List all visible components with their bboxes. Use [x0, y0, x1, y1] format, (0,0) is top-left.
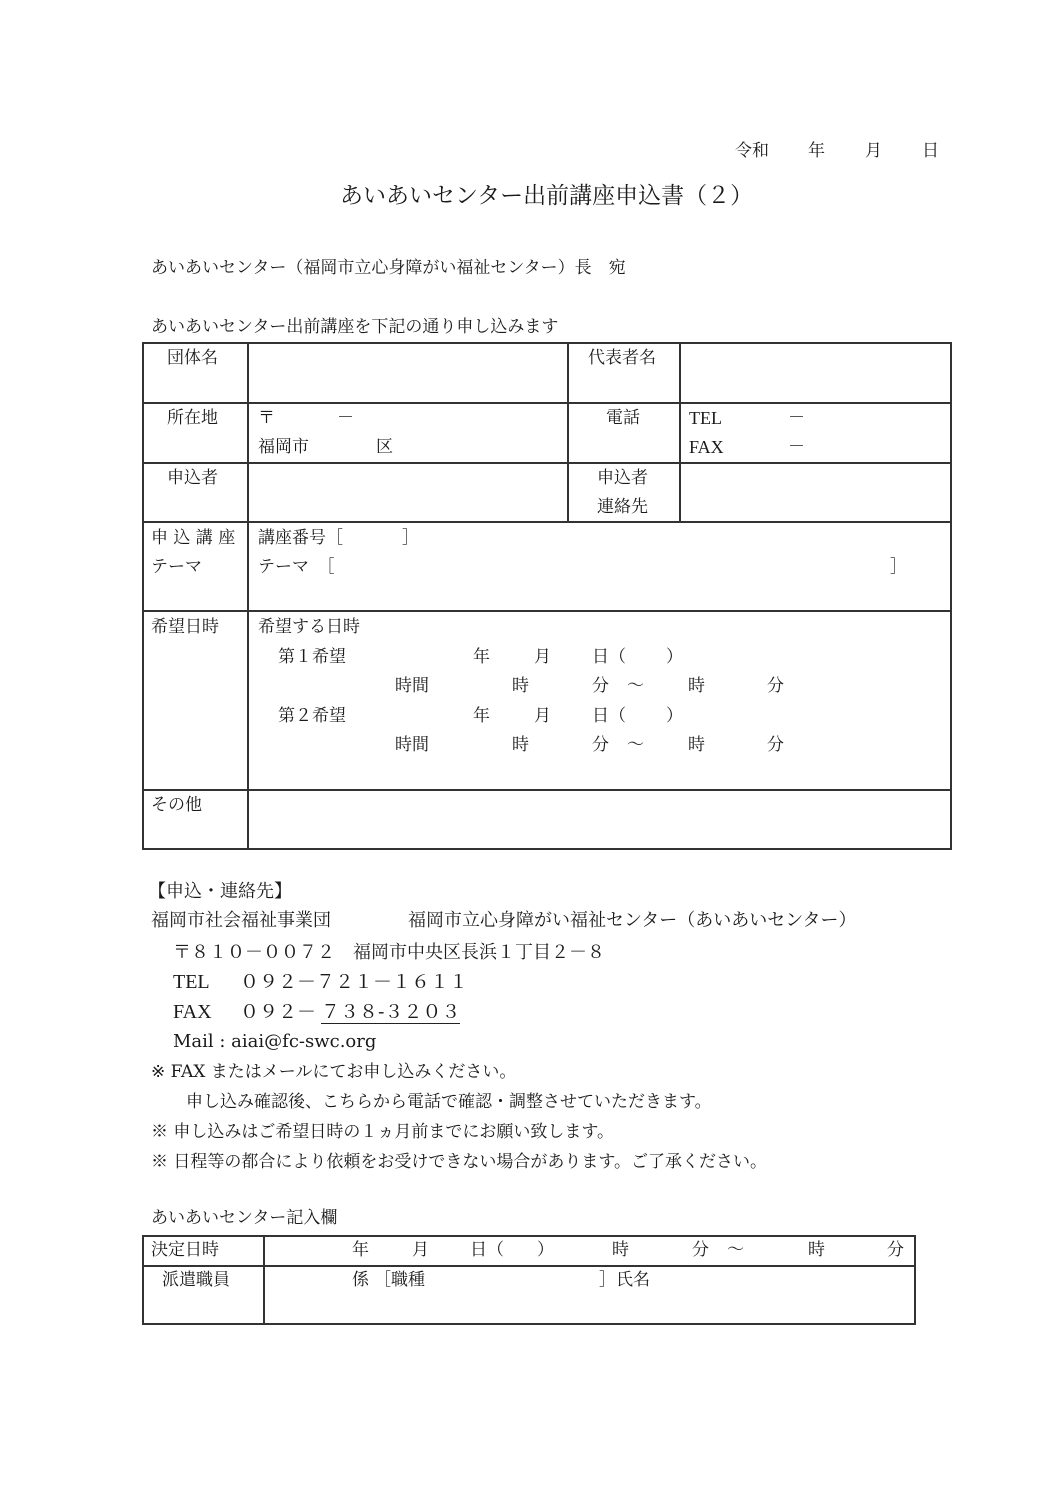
course-number-close: ］	[402, 528, 419, 548]
other-label: その他	[151, 795, 202, 815]
note-1-continued: 申し込み確認後、こちらから電話で確認・調整させていただきます。	[186, 1092, 712, 1112]
day-label: 日	[922, 141, 939, 161]
row-divider	[142, 402, 952, 404]
tel-dash: －	[788, 408, 805, 428]
contact-fax-rest: ７３８-３２０３	[321, 1001, 461, 1023]
row-divider	[142, 462, 952, 464]
fax-dash: －	[788, 437, 805, 457]
row-divider	[142, 789, 952, 791]
applicant-label: 申込者	[167, 468, 218, 488]
applicant-contact-label-1: 申込者	[597, 468, 648, 488]
choice-2-hour1: 時	[512, 735, 529, 755]
col-divider	[567, 342, 569, 522]
location-label: 所在地	[167, 408, 218, 428]
contact-mail[interactable]: Mail : aiai@fc-swc.org	[173, 1031, 377, 1052]
contact-tel-value: ０９２－７２１－１６１１	[240, 971, 469, 993]
decided-day: 日（	[470, 1240, 504, 1260]
choice-2-month: 月	[534, 706, 551, 726]
contact-fax-prefix: ０９２－	[240, 1001, 317, 1023]
row-divider	[142, 610, 952, 612]
decided-label: 決定日時	[151, 1240, 219, 1260]
phone-field[interactable]	[682, 405, 948, 461]
table-border-left	[142, 1235, 144, 1325]
note-1: ※ FAX またはメールにてお申し込みください。	[151, 1062, 517, 1082]
tel-label: TEL	[689, 408, 722, 428]
choice-2-min1: 分	[592, 735, 609, 755]
decided-hour2: 時	[808, 1240, 825, 1260]
rep-name-field[interactable]	[682, 345, 948, 401]
choice-1-hour2: 時	[688, 676, 705, 696]
applicant-contact-field[interactable]	[682, 465, 948, 520]
page-title: あいあいセンター出前講座申込書（２）	[340, 183, 754, 209]
col-divider	[679, 342, 681, 522]
decided-min2: 分	[887, 1240, 904, 1260]
location-field[interactable]	[250, 405, 565, 461]
choice-1-min2: 分	[767, 676, 784, 696]
era-label: 令和	[735, 141, 769, 161]
postal-dash: －	[337, 408, 354, 428]
row-divider	[142, 521, 952, 523]
addressee: あいあいセンター（福岡市立心身障がい福祉センター）長 宛	[151, 258, 626, 278]
applicant-contact-label-2: 連絡先	[597, 497, 648, 517]
choice-1-min1: 分	[592, 676, 609, 696]
table-border-bottom	[142, 848, 952, 850]
choice-1-day: 日（	[592, 647, 626, 667]
choice-2-label: 第２希望	[278, 706, 346, 726]
note-3: ※ 日程等の都合により依頼をお受けできない場合があります。ご了承ください。	[151, 1152, 768, 1172]
col-divider	[263, 1235, 265, 1325]
decided-month: 月	[412, 1240, 429, 1260]
choice-2-hour2: 時	[688, 735, 705, 755]
choice-2-min2: 分	[767, 735, 784, 755]
choice-2-time-label: 時間	[395, 735, 429, 755]
choice-1-time-label: 時間	[395, 676, 429, 696]
job-label: ［職種	[374, 1270, 425, 1290]
ward-label: 区	[376, 437, 393, 457]
choice-2-day-close: ）	[666, 706, 683, 726]
contact-fax-label: FAX	[173, 1001, 212, 1023]
table-border-top	[142, 1235, 916, 1237]
choice-1-year: 年	[473, 647, 490, 667]
datetime-heading: 希望する日時	[258, 617, 360, 637]
choice-1-day-close: ）	[666, 647, 683, 667]
phone-label: 電話	[606, 408, 640, 428]
choice-1-hour1: 時	[512, 676, 529, 696]
choice-2-year: 年	[473, 706, 490, 726]
decided-day-close: ）	[537, 1240, 554, 1260]
month-label: 月	[865, 141, 882, 161]
city-label: 福岡市	[258, 437, 309, 457]
org-name-field[interactable]	[250, 345, 565, 401]
col-divider	[247, 342, 249, 850]
decided-tilde: ～	[727, 1240, 744, 1260]
kakari-label: 係	[352, 1270, 369, 1290]
datetime-label: 希望日時	[151, 617, 219, 637]
note-2: ※ 申し込みはご希望日時の１ヵ月前までにお願い致します。	[151, 1122, 615, 1142]
decided-field[interactable]	[266, 1238, 912, 1264]
decided-year: 年	[352, 1240, 369, 1260]
course-field[interactable]	[250, 524, 948, 609]
table-border-left	[142, 342, 144, 850]
contact-heading: 【申込・連絡先】	[148, 881, 292, 902]
org-name-label: 団体名	[167, 348, 218, 368]
postal-mark: 〒	[258, 408, 275, 428]
table-border-bottom	[142, 1323, 916, 1325]
center-section-heading: あいあいセンター記入欄	[151, 1208, 338, 1228]
applicant-field[interactable]	[250, 465, 565, 520]
choice-2-tilde: ～	[627, 735, 644, 755]
other-field[interactable]	[250, 792, 948, 847]
course-label-1: 申 込 講 座	[151, 528, 236, 548]
rep-name-label: 代表者名	[588, 348, 656, 368]
staff-label: 派遣職員	[162, 1270, 230, 1290]
contact-org2: 福岡市立心身障がい福祉センター（あいあいセンター）	[408, 910, 857, 931]
staff-field[interactable]	[266, 1268, 912, 1322]
choice-1-label: 第１希望	[278, 647, 346, 667]
choice-1-tilde: ～	[627, 676, 644, 696]
decided-hour1: 時	[612, 1240, 629, 1260]
decided-min1: 分	[692, 1240, 709, 1260]
contact-org1: 福岡市社会福祉事業団	[151, 910, 331, 931]
row-divider	[142, 1265, 916, 1267]
contact-tel-label: TEL	[173, 971, 210, 993]
table-border-top	[142, 342, 952, 344]
intro-text: あいあいセンター出前講座を下記の通り申し込みます	[151, 317, 559, 337]
theme-label: テーマ ［	[258, 557, 335, 577]
fax-label: FAX	[689, 437, 724, 457]
year-label: 年	[808, 141, 825, 161]
theme-close: ］	[890, 557, 907, 577]
job-close-name-label: ］氏名	[599, 1270, 650, 1290]
table-border-right	[914, 1235, 916, 1325]
course-number-label: 講座番号［	[258, 528, 343, 548]
contact-address: 〒８１０－００７２ 福岡市中央区長浜１丁目２－８	[173, 942, 605, 963]
datetime-field[interactable]	[250, 613, 948, 788]
course-label-2: テーマ	[151, 557, 202, 577]
choice-2-day: 日（	[592, 706, 626, 726]
table-border-right	[950, 342, 952, 850]
choice-1-month: 月	[534, 647, 551, 667]
